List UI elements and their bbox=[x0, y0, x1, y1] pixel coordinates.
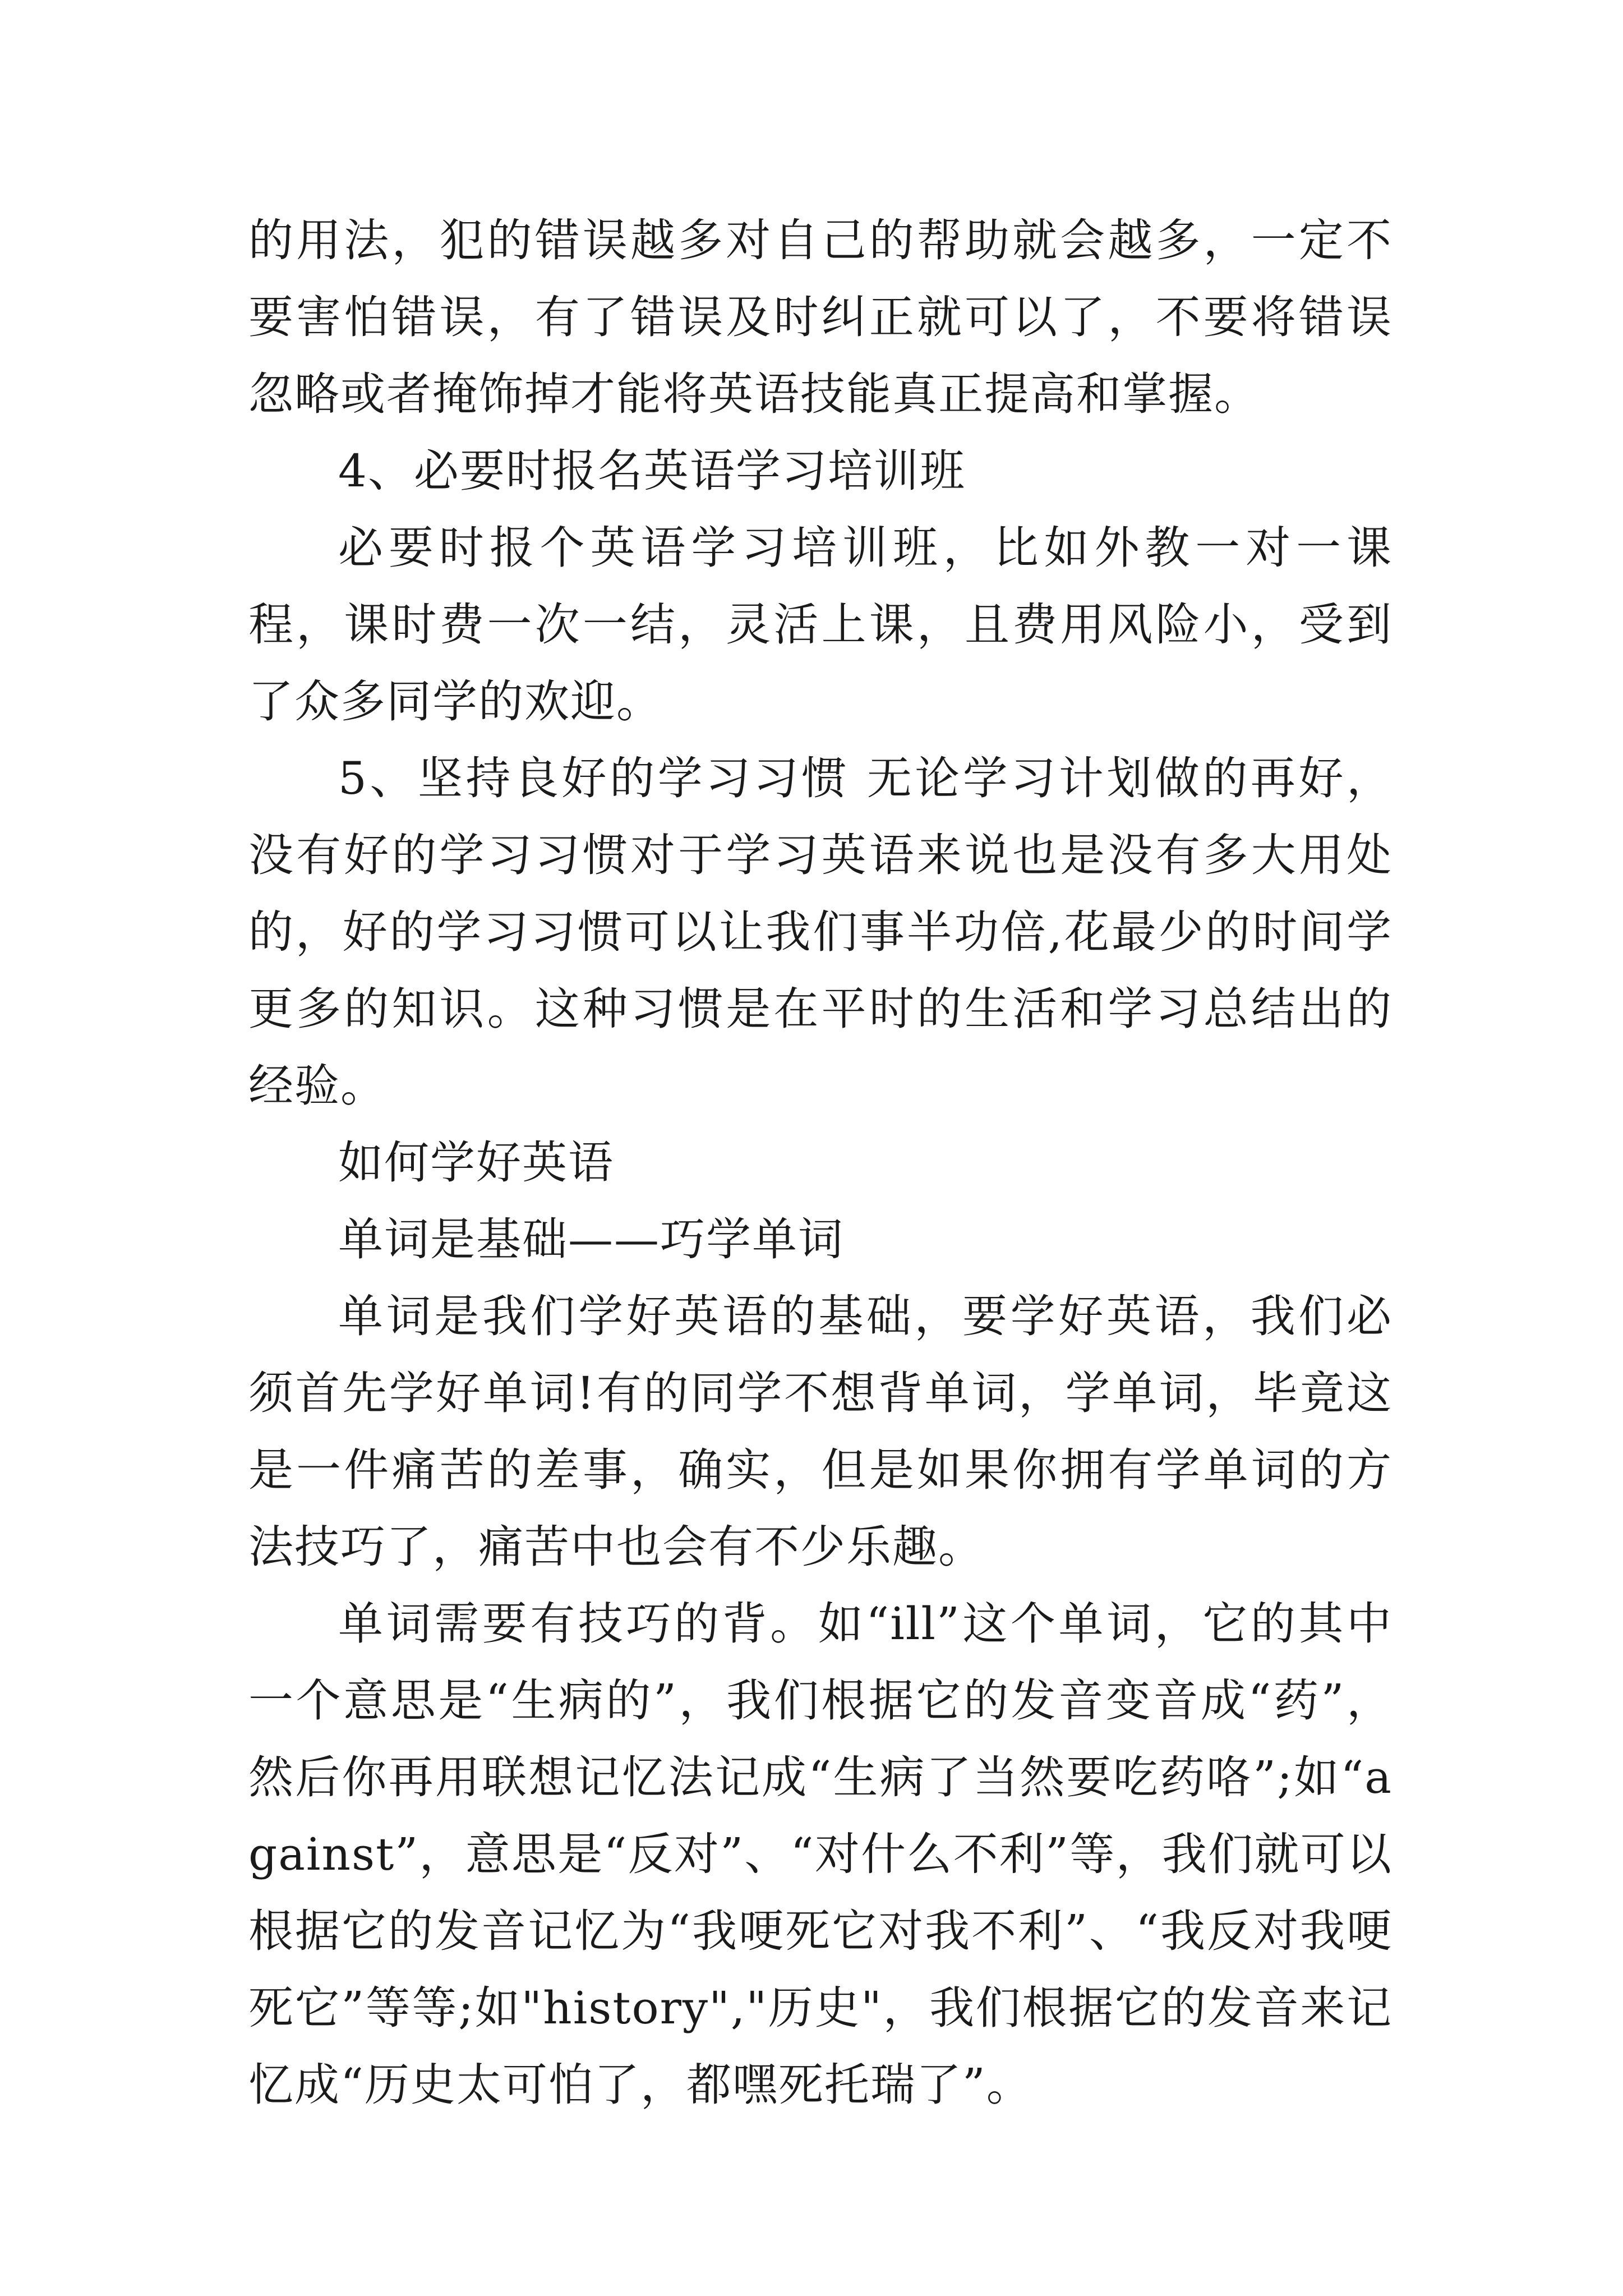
paragraph-vocabulary-basis: 单词是我们学好英语的基础，要学好英语，我们必须首先学好单词!有的同学不想背单词，学单词，毕竟这是一件痛苦的差事，确实，但是如果你拥有学单词的方法技巧了，痛苦中也会有不少乐趣。 bbox=[248, 1290, 1393, 1573]
paragraph-continuation: 的用法，犯的错误越多对自己的帮助就会越多，一定不要害怕错误，有了错误及时纠正就可以了，不要将错误忽略或者掩饰掉才能将英语技能真正提高和掌握。 bbox=[248, 214, 1393, 420]
document-body bbox=[248, 202, 1393, 2123]
paragraph-heading-5: 5、坚持良好的学习习惯 无论学习计划做的再好，没有好的学习习惯对于学习英语来说也是没有多大用处的，好的学习习惯可以让我们事半功倍,花最少的时间学更多的知识。这种习惯是在平时的生活和学习总结出的经验。 bbox=[248, 752, 1393, 1112]
subsection-title: 单词是基础——巧学单词 bbox=[338, 1213, 844, 1266]
paragraph-vocabulary-tips: 单词需要有技巧的背。如“ill”这个单词，它的其中一个意思是“生病的”，我们根据它的发音变音成“药”，然后你再用联想记忆法记成“生病了当然要吃药咯”;如“against”，意思是“反对”、“对什么不利”等，我们就可以根据它的发音记忆为“我哽死它对我不利”、“我反对我哽死它”等等;如"history","历史"，我们根据它的发音来记忆成“历史太可怕了，都嘿死托瑞了”。 bbox=[248, 1598, 1393, 2111]
paragraph-training-class: 必要时报个英语学习培训班，比如外教一对一课程，课时费一次一结，灵活上课，且费用风险小，受到了众多同学的欢迎。 bbox=[248, 522, 1393, 728]
section-title: 如何学好英语 bbox=[338, 1137, 614, 1189]
paragraph-heading-4: 4、必要时报名英语学习培训班 bbox=[338, 445, 966, 497]
